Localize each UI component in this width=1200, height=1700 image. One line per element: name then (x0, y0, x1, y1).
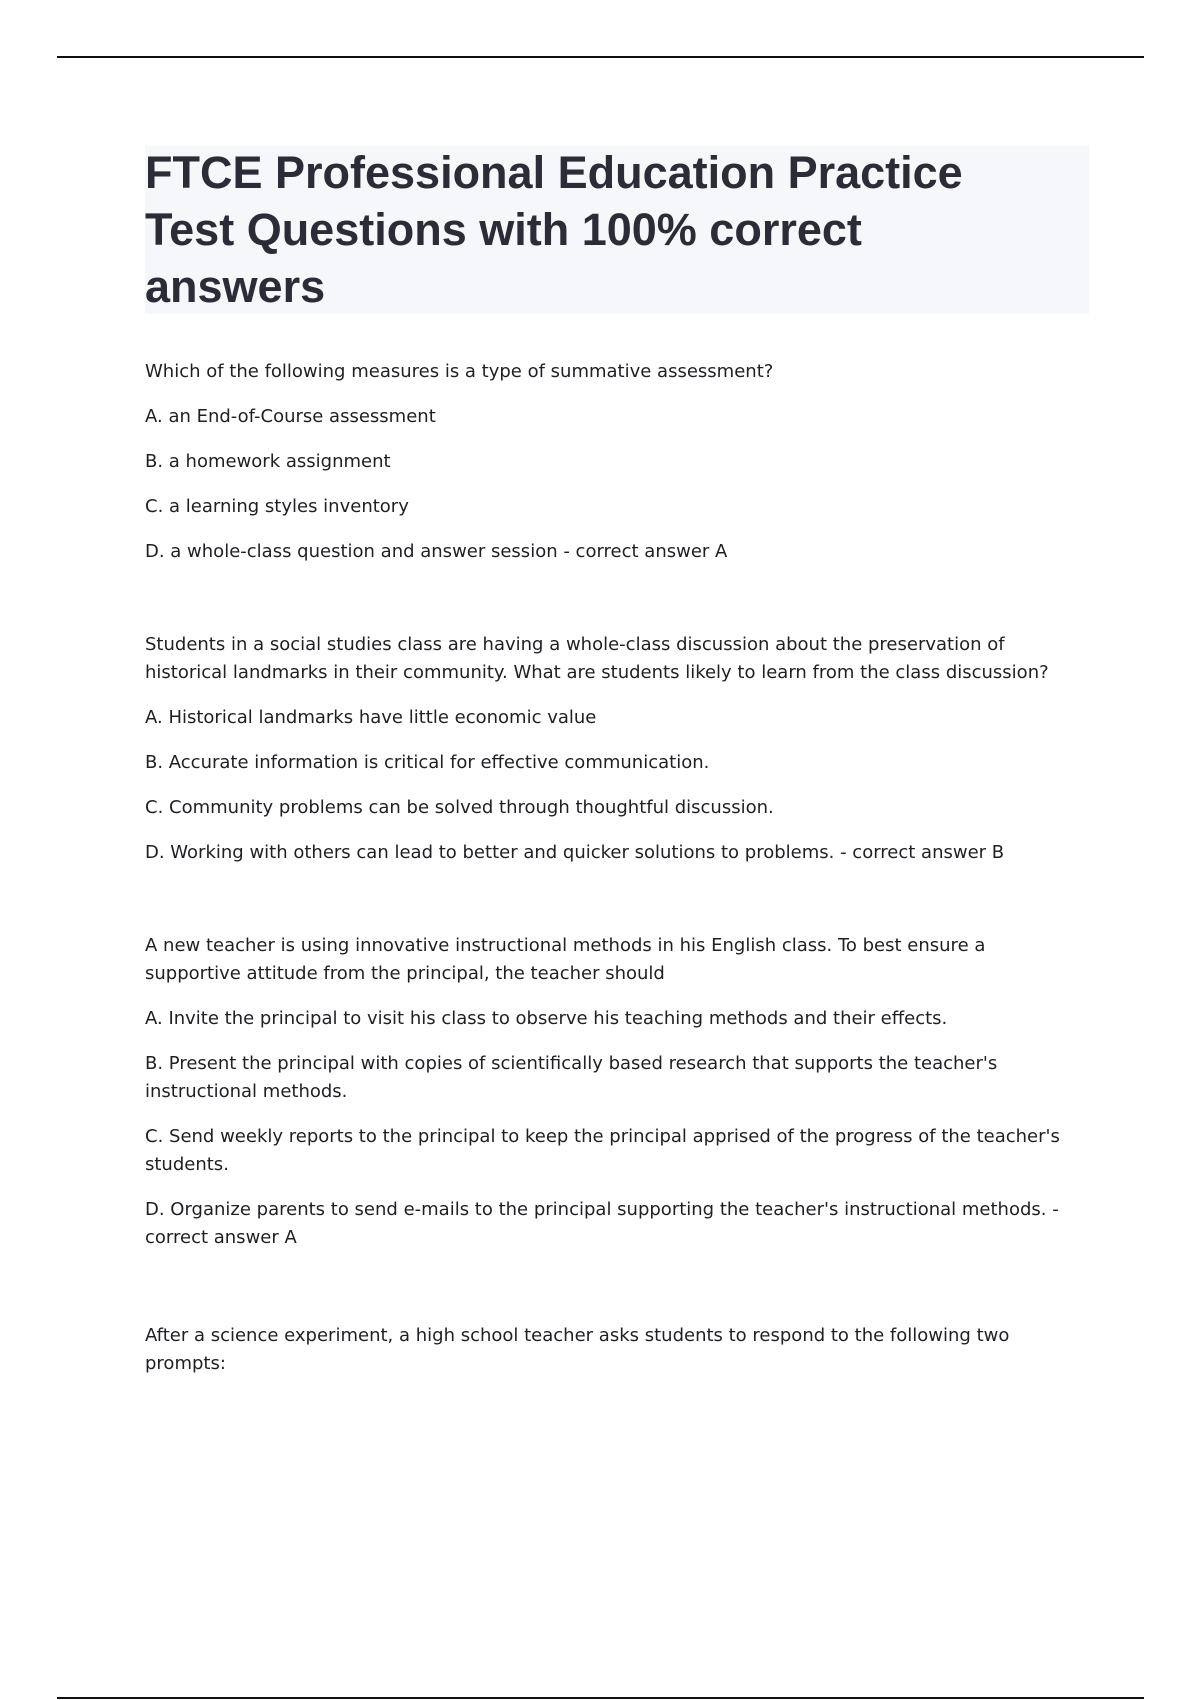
option-d: D. Organize parents to send e-mails to the principal supporting the teacher's instructional methods. - correct answer A (145, 1199, 1059, 1248)
question-3 (145, 932, 1085, 1269)
option-a: A. an End-of-Course assessment (145, 406, 436, 427)
top-divider (57, 56, 1144, 58)
question-stem: A new teacher is using innovative instructional methods in his English class. To best ensure a supportive attitude from the principal, the teacher should (145, 935, 986, 984)
option-c: C. a learning styles inventory (145, 496, 409, 517)
option-c: C. Community problems can be solved through thoughtful discussion. (145, 797, 774, 818)
option-b: B. Present the principal with copies of scientifically based research that supports the teacher's instructional methods. (145, 1053, 998, 1102)
question-stem: Which of the following measures is a type of summative assessment? (145, 361, 774, 382)
bottom-divider (57, 1697, 1144, 1699)
option-d: D. a whole-class question and answer session - correct answer A (145, 541, 728, 562)
question-stem: Students in a social studies class are having a whole-class discussion about the preservation of historical landmarks in their community. What are students likely to learn from the class discussion? (145, 634, 1049, 683)
question-2 (145, 631, 1085, 884)
option-b: B. a homework assignment (145, 451, 391, 472)
option-a: A. Historical landmarks have little economic value (145, 707, 597, 728)
option-b: B. Accurate information is critical for effective communication. (145, 752, 710, 773)
question-stem: After a science experiment, a high school teacher asks students to respond to the following two prompts: (145, 1325, 1010, 1374)
question-1 (145, 358, 1085, 583)
option-d: D. Working with others can lead to better and quicker solutions to problems. - correct answer B (145, 842, 1005, 863)
question-4 (145, 1322, 1085, 1395)
option-c: C. Send weekly reports to the principal to keep the principal apprised of the progress of the teacher's students. (145, 1126, 1060, 1175)
document-title: FTCE Professional Education Practice Test Questions with 100% correct answers (145, 147, 963, 312)
option-a: A. Invite the principal to visit his class to observe his teaching methods and their effects. (145, 1008, 948, 1029)
